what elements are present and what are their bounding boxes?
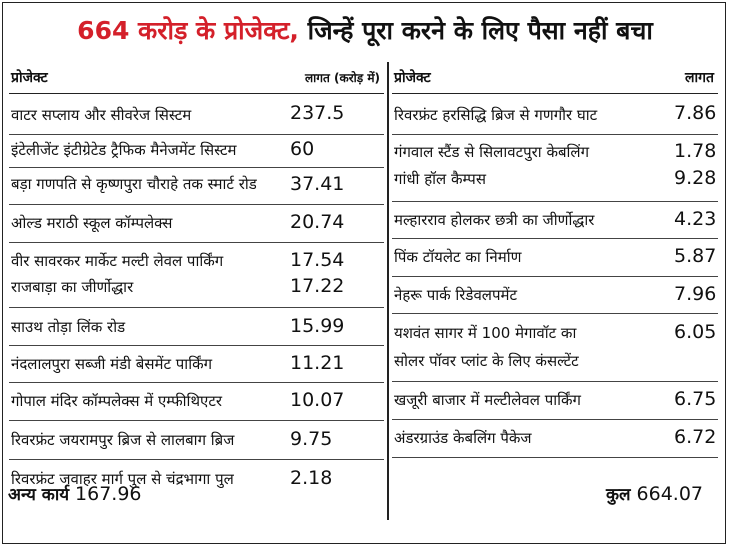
- project-cost: 5.87: [674, 245, 717, 267]
- project-cost: 11.21: [290, 352, 345, 374]
- project-name: रिवरफ्रंट हरसिद्धि ब्रिज से गणगौर घाट: [394, 106, 598, 124]
- table-row: [392, 277, 718, 314]
- right-table-header: [392, 62, 718, 94]
- other-works-label: अन्य कार्य: [8, 485, 70, 505]
- table-row: [9, 135, 384, 168]
- project-cost: 10.07: [290, 389, 345, 411]
- grand-total: [606, 482, 703, 505]
- project-name: साउथ तोड़ा लिंक रोड: [11, 318, 126, 336]
- project-name: रिवरफ्रंट जवाहर मार्ग पुल से चंद्रभागा पुल: [11, 470, 234, 488]
- project-name: रिवरफ्रंट जयरामपुर ब्रिज से लालबाग ब्रिज: [11, 431, 235, 449]
- project-name: बड़ा गणपति से कृष्णपुरा चौराहे तक स्मार्ट रोड: [11, 175, 257, 193]
- table-row: [392, 420, 718, 458]
- right-header-cost: लागत: [685, 70, 714, 86]
- table-row: [9, 168, 384, 205]
- table-row: [392, 202, 718, 239]
- project-name: गंगवाल स्टैंड से सिलावटपुरा केबलिंग: [394, 143, 590, 161]
- project-name: गांधी हॉल कैम्पस: [394, 170, 486, 188]
- project-name: ओल्ड मराठी स्कूल कॉम्पलेक्स: [11, 214, 173, 232]
- project-cost: 6.05: [674, 321, 717, 343]
- project-cost: 9.28: [674, 167, 717, 189]
- table-row: [9, 421, 384, 460]
- project-name: वाटर सप्लाय और सीवरेज सिस्टम: [11, 106, 192, 124]
- title-highlight: 664 करोड़ के प्रोजेक्ट,: [77, 16, 299, 45]
- table-row: [392, 135, 718, 202]
- right-table: [392, 62, 718, 458]
- table-row: [9, 346, 384, 383]
- table-row: [392, 94, 718, 135]
- project-name: इंटेलीजेंट इंटीग्रेटेड ट्रैफिक मैनेजमेंट सिस्टम: [11, 141, 237, 159]
- left-table: [9, 62, 384, 498]
- other-works: [8, 482, 142, 505]
- project-cost: 20.74: [290, 211, 345, 233]
- title-rest: जिन्हें पूरा करने के लिए पैसा नहीं बचा: [298, 16, 653, 45]
- project-cost: 237.5: [290, 102, 345, 124]
- project-cost: 7.86: [674, 102, 717, 124]
- project-name: गोपाल मंदिर कॉम्पलेक्स में एम्फीथिएटर: [11, 392, 223, 410]
- table-row: [392, 239, 718, 277]
- project-name: राजबाड़ा का जीर्णोद्धार: [11, 278, 134, 296]
- project-name: पिंक टॉयलेट का निर्माण: [394, 248, 522, 266]
- table-row: [9, 205, 384, 243]
- left-header-cost: लागत (करोड़ में): [305, 71, 380, 85]
- project-cost: 17.54: [290, 249, 345, 271]
- project-name: अंडरग्राउंड केबलिंग पैकेज: [394, 429, 532, 447]
- project-cost: 6.75: [674, 388, 717, 410]
- project-cost: 9.75: [290, 428, 333, 450]
- left-table-header: [9, 62, 384, 94]
- project-cost: 4.23: [674, 208, 717, 230]
- project-cost: 60: [290, 138, 315, 160]
- table-row: [9, 94, 384, 135]
- project-name: वीर सावरकर मार्केट मल्टी लेवल पार्किंग: [11, 252, 224, 270]
- project-cost: 6.72: [674, 426, 717, 448]
- table-row: [9, 308, 384, 346]
- page-title: [0, 14, 730, 48]
- project-name: नंदलालपुरा सब्जी मंडी बेसमेंट पार्किंग: [11, 355, 213, 373]
- project-cost: 2.18: [290, 467, 333, 489]
- total-label: कुल: [606, 485, 631, 505]
- table-row: [9, 383, 384, 421]
- project-name: मल्हारराव होलकर छत्री का जीर्णोद्धार: [394, 211, 595, 229]
- total-value: 664.07: [636, 483, 703, 505]
- project-name: यशवंत सागर में 100 मेगावॉट का: [394, 324, 577, 342]
- right-header-project: प्रोजेक्ट: [394, 70, 431, 86]
- table-row: [392, 314, 718, 382]
- table-row: [9, 243, 384, 308]
- project-cost: 17.22: [290, 275, 345, 297]
- project-name: खजूरी बाजार में मल्टीलेवल पार्किंग: [394, 391, 581, 409]
- project-cost: 37.41: [290, 173, 345, 195]
- column-divider: [387, 62, 389, 520]
- table-row: [392, 382, 718, 420]
- other-works-value: 167.96: [75, 483, 142, 505]
- left-header-project: प्रोजेक्ट: [11, 70, 48, 86]
- project-cost: 15.99: [290, 315, 345, 337]
- project-name: नेहरू पार्क रिडेवलपमेंट: [394, 286, 518, 304]
- project-name-line2: सोलर पॉवर प्लांट के लिए कंसल्टेंट: [394, 352, 579, 370]
- project-cost: 1.78: [674, 140, 717, 162]
- project-cost: 7.96: [674, 283, 717, 305]
